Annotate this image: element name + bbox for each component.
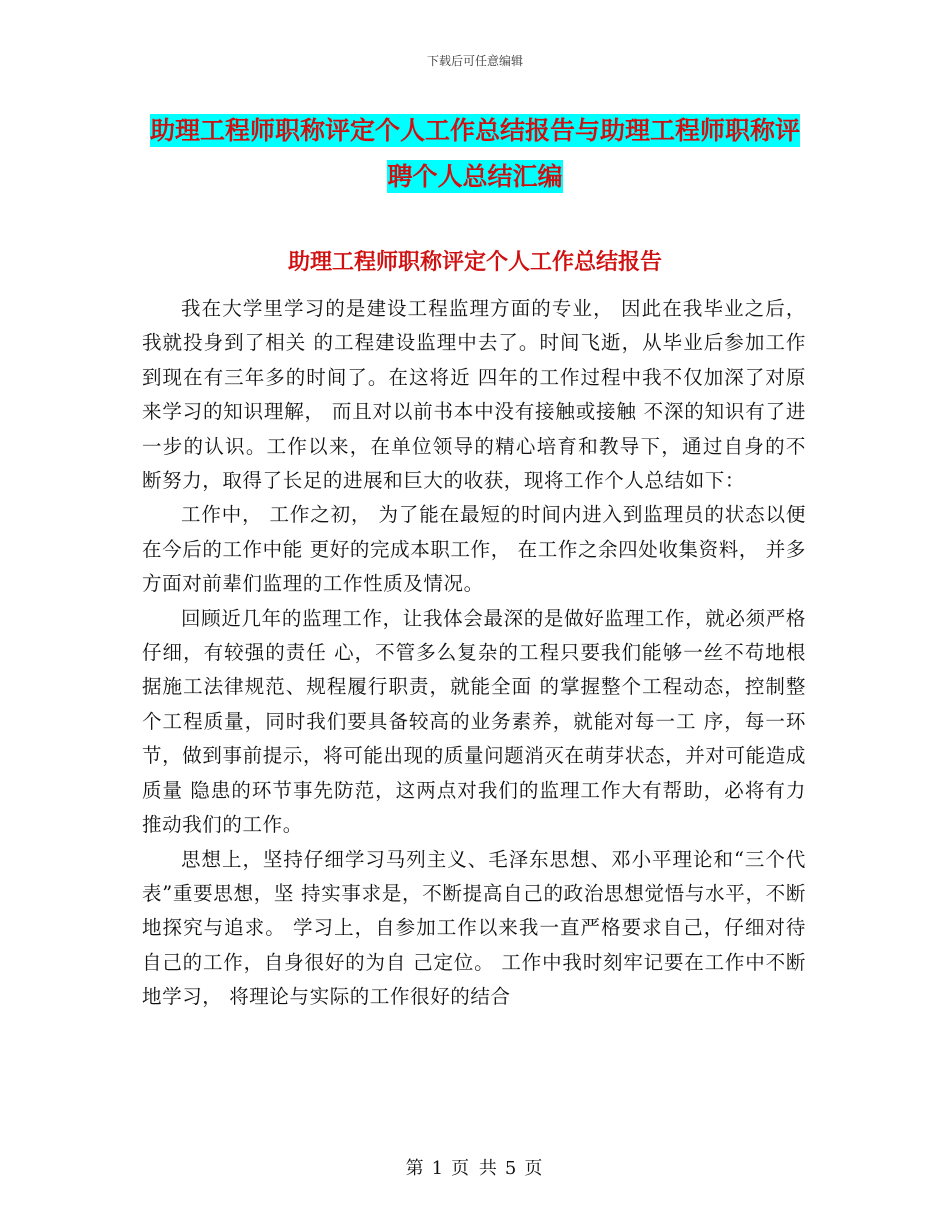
page-footer (0, 1154, 950, 1180)
footer-suffix: 页 (524, 1158, 545, 1179)
document-title (140, 108, 810, 200)
header-note: 下载后可任意编辑 (426, 54, 523, 68)
current-page-number: 1 (431, 1158, 446, 1179)
document-title-text: 助理工程师职称评定个人工作总结报告与助理工程师职称评聘个人总结汇编 (149, 116, 800, 191)
section-title: 助理工程师职称评定个人工作总结报告 (287, 250, 662, 275)
footer-middle: 页 共 (451, 1158, 499, 1179)
body-text (142, 292, 806, 1015)
total-page-number: 5 (504, 1158, 519, 1179)
paragraph: 思想上，坚持仔细学习马列主义、毛泽东思想、邓小平理论和“三个代表”重要思想，坚 持实事求是，不断提高自己的政治思想觉悟与水平，不断地探究与追求。 学习上，自参加工作以来我一直严格要求自己，仔细对待自己的工作，自身很好的为自 己定位。 工作中我时刻牢记要在工作中不断地学习， 将理论与实际的工作很好的结合 (142, 847, 806, 1009)
paragraph: 工作中， 工作之初， 为了能在最短的时间内进入到监理员的状态以便在今后的工作中能 更好的完成本职工作， 在工作之余四处收集资料， 并多方面对前辈们监理的工作性质及情况。 (142, 503, 806, 596)
paragraph: 我在大学里学习的是建设工程监理方面的专业， 因此在我毕业之后， 我就投身到了相关 的工程建设监理中去了。时间飞逝，从毕业后参加工作到现在有三年多的时间了。在这将近 四年的工作过程中我不仅加深了对原来学习的知识理解， 而且对以前书本中没有接触或接触 不深的知识有了进一步的认识。工作以来，在单位领导的精心培育和教导下，通过自身的不 断努力，取得了长足的进展和巨大的收获，现将工作个人总结如下： (142, 297, 806, 493)
footer-prefix: 第 (405, 1158, 426, 1179)
paragraph: 回顾近几年的监理工作，让我体会最深的是做好监理工作，就必须严格仔细，有较强的责任 心，不管多么复杂的工程只要我们能够一丝不苟地根据施工法律规范、规程履行职责，就能全面 的掌握整个工程动态，控制整个工程质量，同时我们要具备较高的业务素养，就能对每一工 序，每一环节，做到事前提示，将可能出现的质量问题消灭在萌芽状态，并对可能造成质量 隐患的环节事先防范，这两点对我们的监理工作大有帮助，必将有力推动我们的工作。 (142, 606, 806, 837)
